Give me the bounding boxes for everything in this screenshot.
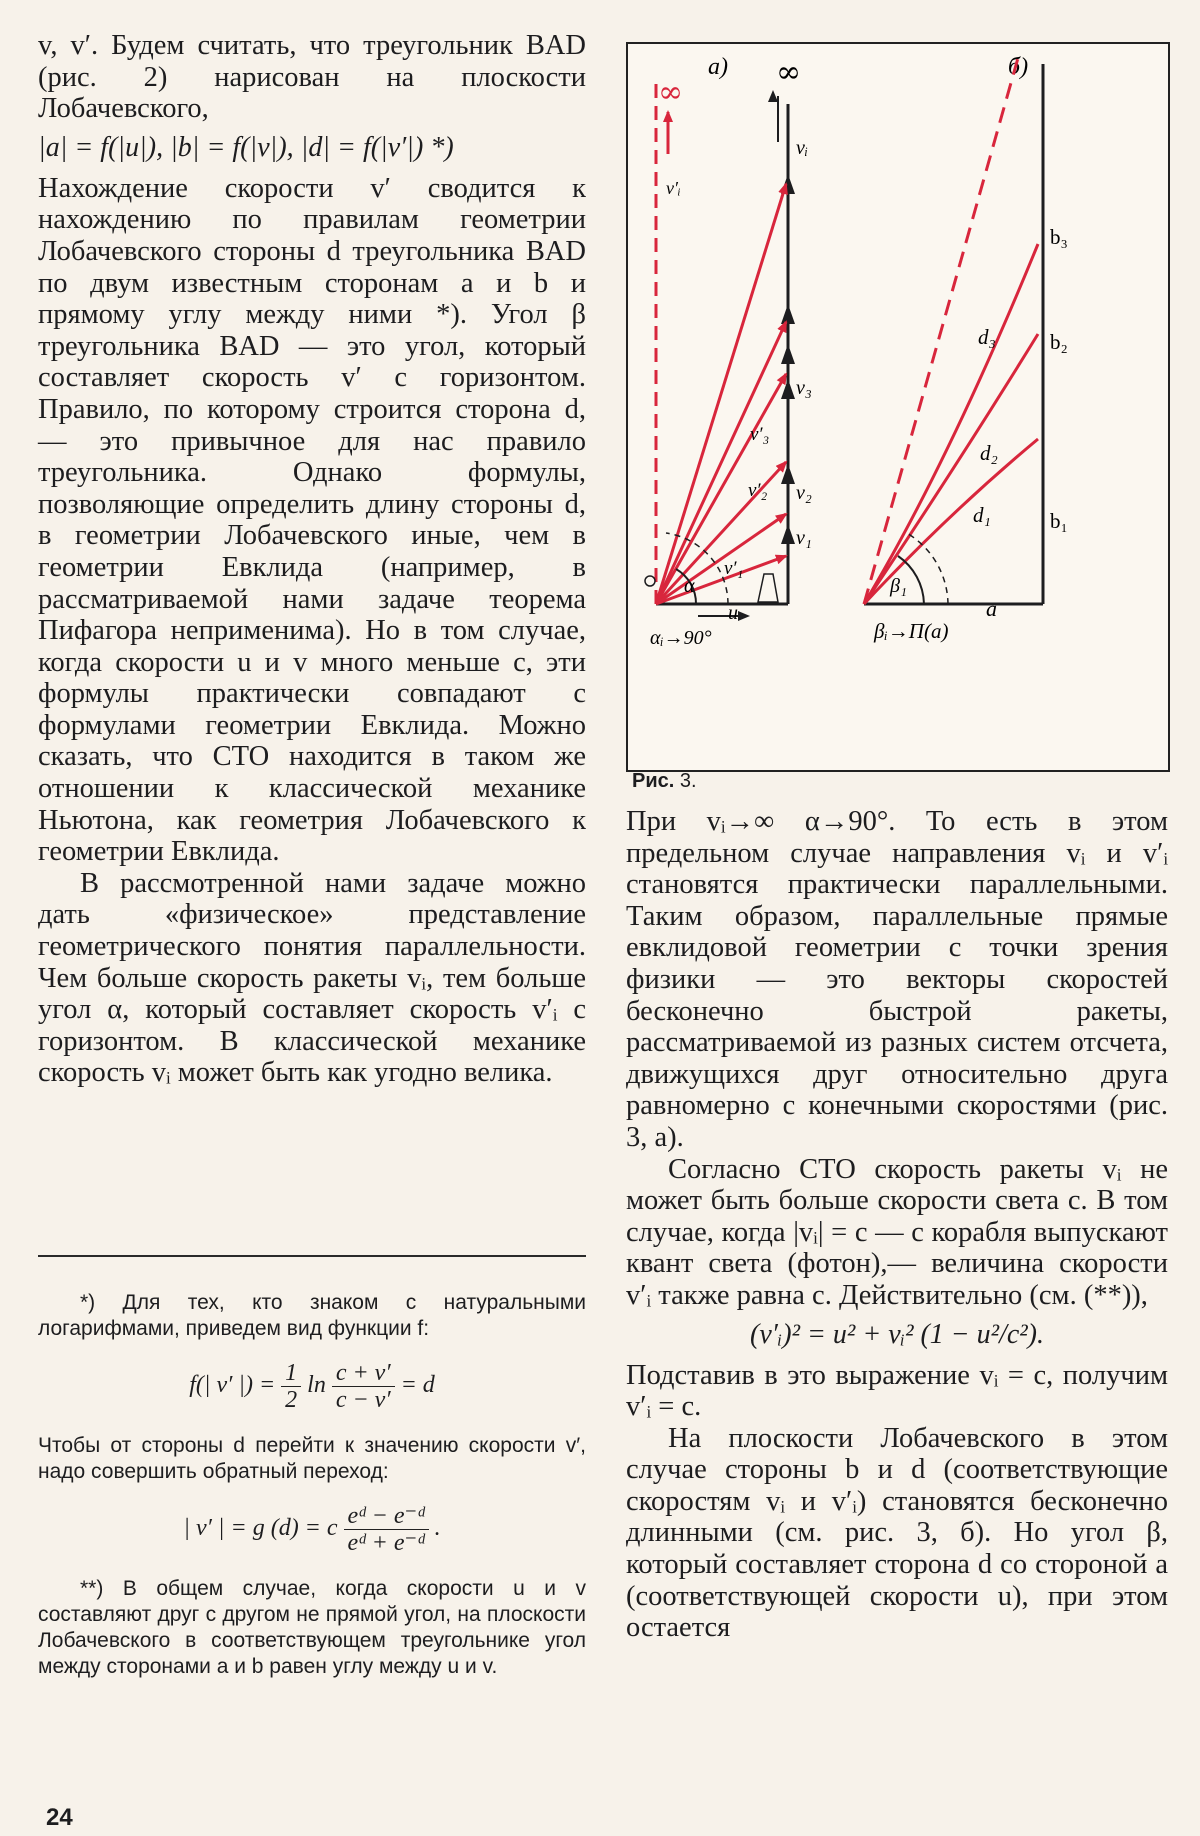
vi-label: vᵢ <box>796 137 809 159</box>
panel-b-label: б) <box>1008 54 1029 80</box>
footnotes <box>38 1290 586 1680</box>
paragraph-3: В рассмотренной нами задаче можно дать «физическое» представление геометрического понятия параллельности. Чем больше скорость ракеты vᵢ, тем больше угол α, который составляет скорость v′ᵢ с горизонтом. В классической механике скорость vᵢ может быть как угодно велика. <box>38 867 586 1089</box>
fn1-ln: ln <box>307 1372 326 1399</box>
d3-label: d₃ <box>978 325 996 349</box>
page-number: 24 <box>46 1804 73 1831</box>
side-d2 <box>864 334 1038 604</box>
fn2-fraction: $\frac{\text{eᵈ − e⁻ᵈ}}{\text{eᵈ + e⁻ᵈ}}$ <box>344 1503 429 1556</box>
source-icon <box>645 576 655 586</box>
fn2-lhs: | v′ | = g (d) = c <box>183 1515 338 1542</box>
alpha-limit-label: αᵢ→90° <box>650 627 712 649</box>
b1-label: b₁ <box>1050 509 1068 533</box>
rocket-icon <box>758 574 778 602</box>
side-d3 <box>864 244 1038 604</box>
vi-prime-label: v′ᵢ <box>666 178 681 198</box>
figure-svg <box>628 44 1168 770</box>
d1-label: d₁ <box>973 503 991 527</box>
fn1-half: $\frac{1}{2}$ <box>281 1360 301 1413</box>
b2-label: b₂ <box>1050 330 1068 354</box>
beta-limit-label: βᵢ→П(a) <box>874 619 949 643</box>
figure-3 <box>626 42 1170 772</box>
right-paragraph-2: Согласно СТО скорость ракеты vᵢ не может быть больше скорости света c. В том случае, когда |vᵢ| = c — с корабля выпускают квант света (фотон),— величина скорости v′ᵢ также равна c. Действительно (см. (**)), <box>626 1153 1168 1311</box>
velocity-formula: (v′ᵢ)² = u² + vᵢ² (1 − u²/c²). <box>750 1318 1044 1350</box>
caption-label: Рис. <box>632 770 675 792</box>
footnote-1-formula <box>38 1360 586 1413</box>
function-formula: |a| = f(|u|), |b| = f(|v|), |d| = f(|v′|) *) <box>38 131 454 163</box>
beta-label: β₁ <box>890 575 907 597</box>
u-arrow-head <box>738 611 750 621</box>
inf-label-black: ∞ <box>776 55 801 90</box>
right-paragraph-1: При vᵢ→∞ α→90°. То есть в этом предельном случае направления vᵢ и v′ᵢ становятся практически параллельными. Таким образом, параллельные прямые евклидовой геометрии с точки зрения физики — это векторы скоростей бесконечно быстрой ракеты, рассматриваемой из разных систем отсчета, движущихся друг относительно друга равномерно с конечными скоростями (рис. 3, а). <box>626 806 1168 1153</box>
figure-caption <box>632 770 697 793</box>
v2-prime-label: v′₂ <box>748 480 768 501</box>
inf-label-red: ∞ <box>658 75 683 110</box>
right-paragraph-3: Подставив в это выражение vᵢ = c, получим v′ᵢ = c. <box>626 1359 1168 1423</box>
b3-label: b₃ <box>1050 225 1068 249</box>
paragraph-1: v, v′. Будем считать, что треугольник BAD (рис. 2) нарисован на плоскости Лобачевского, <box>38 30 586 125</box>
footnote-divider <box>38 1255 586 1257</box>
right-paragraph-4: На плоскости Лобачевского в этом случае стороны b и d (соответствующие скоростям vᵢ и v′ᵢ) становятся бесконечно длинными (см. рис. 3, б). Но угол β, который составляет сторона d со стороной a (соответствующей скорости u), при этом остается <box>626 1422 1168 1644</box>
footnote-3-text: **) В общем случае, когда скорости u и v составляют друг с другом не прямой угол, на плоскости Лобачевского в соответствующем треугольнике угол между сторонами a и b равен углу между u и v. <box>38 1577 586 1678</box>
track-arrow <box>781 304 795 324</box>
fn1-rhs: = d <box>400 1372 435 1399</box>
footnote-2-text: Чтобы от стороны d перейти к значению скорости v′, надо совершить обратный переход: <box>38 1434 586 1483</box>
caption-number: 3. <box>679 770 697 792</box>
v3-prime-label: v′₃ <box>750 424 770 445</box>
fn1-lhs: f(| v′ |) = <box>189 1372 276 1399</box>
footnote-1-text: *) Для тех, кто знаком с натуральными логарифмами, приведем вид функции f: <box>38 1291 586 1340</box>
v1-prime-label: v′₁ <box>724 558 744 579</box>
footnote-2-formula <box>38 1503 586 1556</box>
v3-label: v₃ <box>796 377 812 399</box>
fn1-fraction: $\frac{c + v'}{c - v'}$ <box>332 1360 395 1413</box>
u-label: u <box>728 602 738 624</box>
v1-label: v₁ <box>796 527 812 549</box>
track-arrow <box>781 524 795 544</box>
a-label: a <box>986 596 997 621</box>
v2-label: v₂ <box>796 482 812 504</box>
fn2-end: . <box>434 1515 441 1542</box>
red-vector <box>656 184 786 604</box>
d2-label: d₂ <box>980 441 998 465</box>
panel-a-label: а) <box>708 54 728 80</box>
paragraph-2: Нахождение скорости v′ сводится к нахождению по правилам геометрии Лобачевского стороны d треугольника BAD по двум известным сторонам a и b и прямому углу между ними *). Угол β треугольника BAD — это угол, который составляет скорость v′ с горизонтом. Правило, по которому строится сторона d, — это привычное для нас правило треугольника. Однако формулы, позволяющие определить длину стороны d, в геометрии Лобачевского иные, чем в геометрии Евклида (например, в рассматриваемой нами задаче теорема Пифагора неприменима). Но в том случае, когда скорости u и v много меньше c, эти формулы практически совпадают с формулами геометрии Евклида. Можно сказать, что СТО находится в таком же отношении к классической механике Ньютона, как геометрия Лобачевского к геометрии Евклида. <box>38 172 586 868</box>
alpha-label: α <box>684 575 695 597</box>
left-column <box>38 30 586 1089</box>
track-arrow <box>781 344 795 364</box>
right-column <box>626 806 1168 1644</box>
